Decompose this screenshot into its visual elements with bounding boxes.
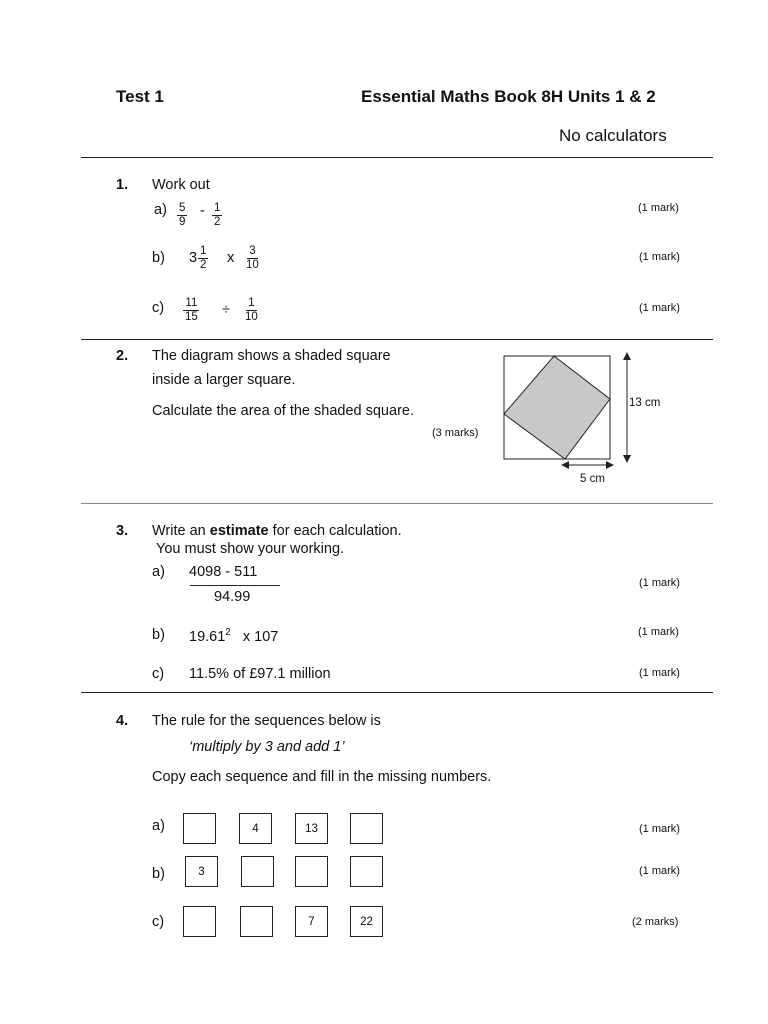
fraction bbox=[212, 202, 222, 229]
mark-allocation: (3 marks) bbox=[432, 427, 479, 439]
fraction bbox=[183, 297, 200, 324]
numerator: 1 bbox=[248, 297, 255, 309]
mark-allocation: (1 mark) bbox=[639, 302, 680, 314]
q2-line-3: Calculate the area of the shaded square. bbox=[152, 403, 414, 419]
denominator: 2 bbox=[200, 259, 207, 271]
question-number-4: 4. bbox=[116, 713, 129, 729]
q3-line-1-pre: Write an bbox=[152, 523, 210, 539]
q4-line-3: Copy each sequence and fill in the missing numbers. bbox=[152, 769, 492, 785]
numerator: 5 bbox=[179, 202, 186, 214]
operator: - bbox=[200, 203, 205, 219]
sequence-box bbox=[183, 813, 216, 844]
q3-line-1 bbox=[152, 523, 402, 539]
q3c-expression: 11.5% of £97.1 million bbox=[189, 666, 331, 682]
estimate-keyword: estimate bbox=[209, 523, 269, 539]
whole-number: 3 bbox=[189, 250, 198, 266]
q2-line-2: inside a larger square. bbox=[152, 372, 296, 388]
segment-length-label: 5 cm bbox=[580, 473, 605, 485]
q3c-label: c) bbox=[152, 666, 165, 682]
sequence-box bbox=[350, 856, 383, 887]
mark-allocation: (1 mark) bbox=[639, 865, 680, 877]
mark-allocation: (1 mark) bbox=[639, 577, 680, 589]
sequence-box: 13 bbox=[295, 813, 328, 844]
denominator: 2 bbox=[214, 216, 221, 228]
q1-prompt: Work out bbox=[152, 177, 210, 193]
numerator: 1 bbox=[214, 202, 221, 214]
fraction-bar bbox=[190, 585, 280, 586]
sequence-box: 7 bbox=[295, 906, 328, 937]
side-length-label: 13 cm bbox=[629, 397, 661, 409]
divider bbox=[81, 503, 713, 504]
q1a-label: a) bbox=[154, 202, 167, 218]
q3b-expression bbox=[189, 627, 278, 645]
operator: ÷ bbox=[222, 302, 230, 318]
divider bbox=[81, 339, 713, 340]
fraction bbox=[198, 245, 208, 272]
fraction bbox=[177, 202, 187, 229]
denominator: 10 bbox=[245, 311, 258, 323]
q3b-exponent: 2 bbox=[225, 627, 231, 638]
sequence-box bbox=[241, 856, 274, 887]
question-number-1: 1. bbox=[116, 177, 129, 193]
mark-allocation: (1 mark) bbox=[639, 823, 680, 835]
q3-line-1-post: for each calculation. bbox=[268, 523, 402, 539]
sequence-box bbox=[183, 906, 216, 937]
mark-allocation: (1 mark) bbox=[639, 251, 680, 263]
q3b-label: b) bbox=[152, 627, 165, 643]
fraction bbox=[243, 297, 260, 324]
book-title: Essential Maths Book 8H Units 1 & 2 bbox=[361, 87, 656, 106]
q1c-label: c) bbox=[152, 300, 165, 316]
numerator: 11 bbox=[185, 297, 198, 309]
divider bbox=[81, 157, 713, 158]
q2-line-1: The diagram shows a shaded square bbox=[152, 348, 391, 364]
sequence-box: 3 bbox=[185, 856, 218, 887]
q3a-denominator: 94.99 bbox=[214, 589, 251, 605]
q4-line-1: The rule for the sequences below is bbox=[152, 713, 381, 729]
mark-allocation: (2 marks) bbox=[632, 916, 679, 928]
numerator: 3 bbox=[249, 245, 256, 257]
sequence-box bbox=[350, 813, 383, 844]
question-number-3: 3. bbox=[116, 523, 129, 539]
q4a-label: a) bbox=[152, 818, 165, 834]
denominator: 15 bbox=[185, 311, 198, 323]
denominator: 10 bbox=[246, 259, 259, 271]
q4b-label: b) bbox=[152, 866, 165, 882]
calculator-note: No calculators bbox=[559, 126, 667, 145]
divider bbox=[81, 692, 713, 693]
mark-allocation: (1 mark) bbox=[639, 667, 680, 679]
test-title: Test 1 bbox=[116, 87, 164, 106]
question-number-2: 2. bbox=[116, 348, 129, 364]
q4-rule: ‘multiply by 3 and add 1’ bbox=[189, 739, 345, 755]
mark-allocation: (1 mark) bbox=[638, 202, 679, 214]
operator: x bbox=[227, 250, 235, 266]
q4c-label: c) bbox=[152, 914, 165, 930]
q3-line-2: You must show your working. bbox=[156, 541, 345, 557]
mark-allocation: (1 mark) bbox=[638, 626, 679, 638]
sequence-box: 4 bbox=[239, 813, 272, 844]
sequence-box: 22 bbox=[350, 906, 383, 937]
q3b-rest: x 107 bbox=[242, 628, 279, 645]
q3a-numerator: 4098 - 511 bbox=[189, 564, 258, 580]
q3a-label: a) bbox=[152, 564, 165, 580]
q1b-label: b) bbox=[152, 250, 165, 266]
denominator: 9 bbox=[179, 216, 186, 228]
sequence-box bbox=[295, 856, 328, 887]
fraction bbox=[244, 245, 261, 272]
numerator: 1 bbox=[200, 245, 207, 257]
q3b-base: 19.61 bbox=[189, 628, 226, 645]
sequence-box bbox=[240, 906, 273, 937]
